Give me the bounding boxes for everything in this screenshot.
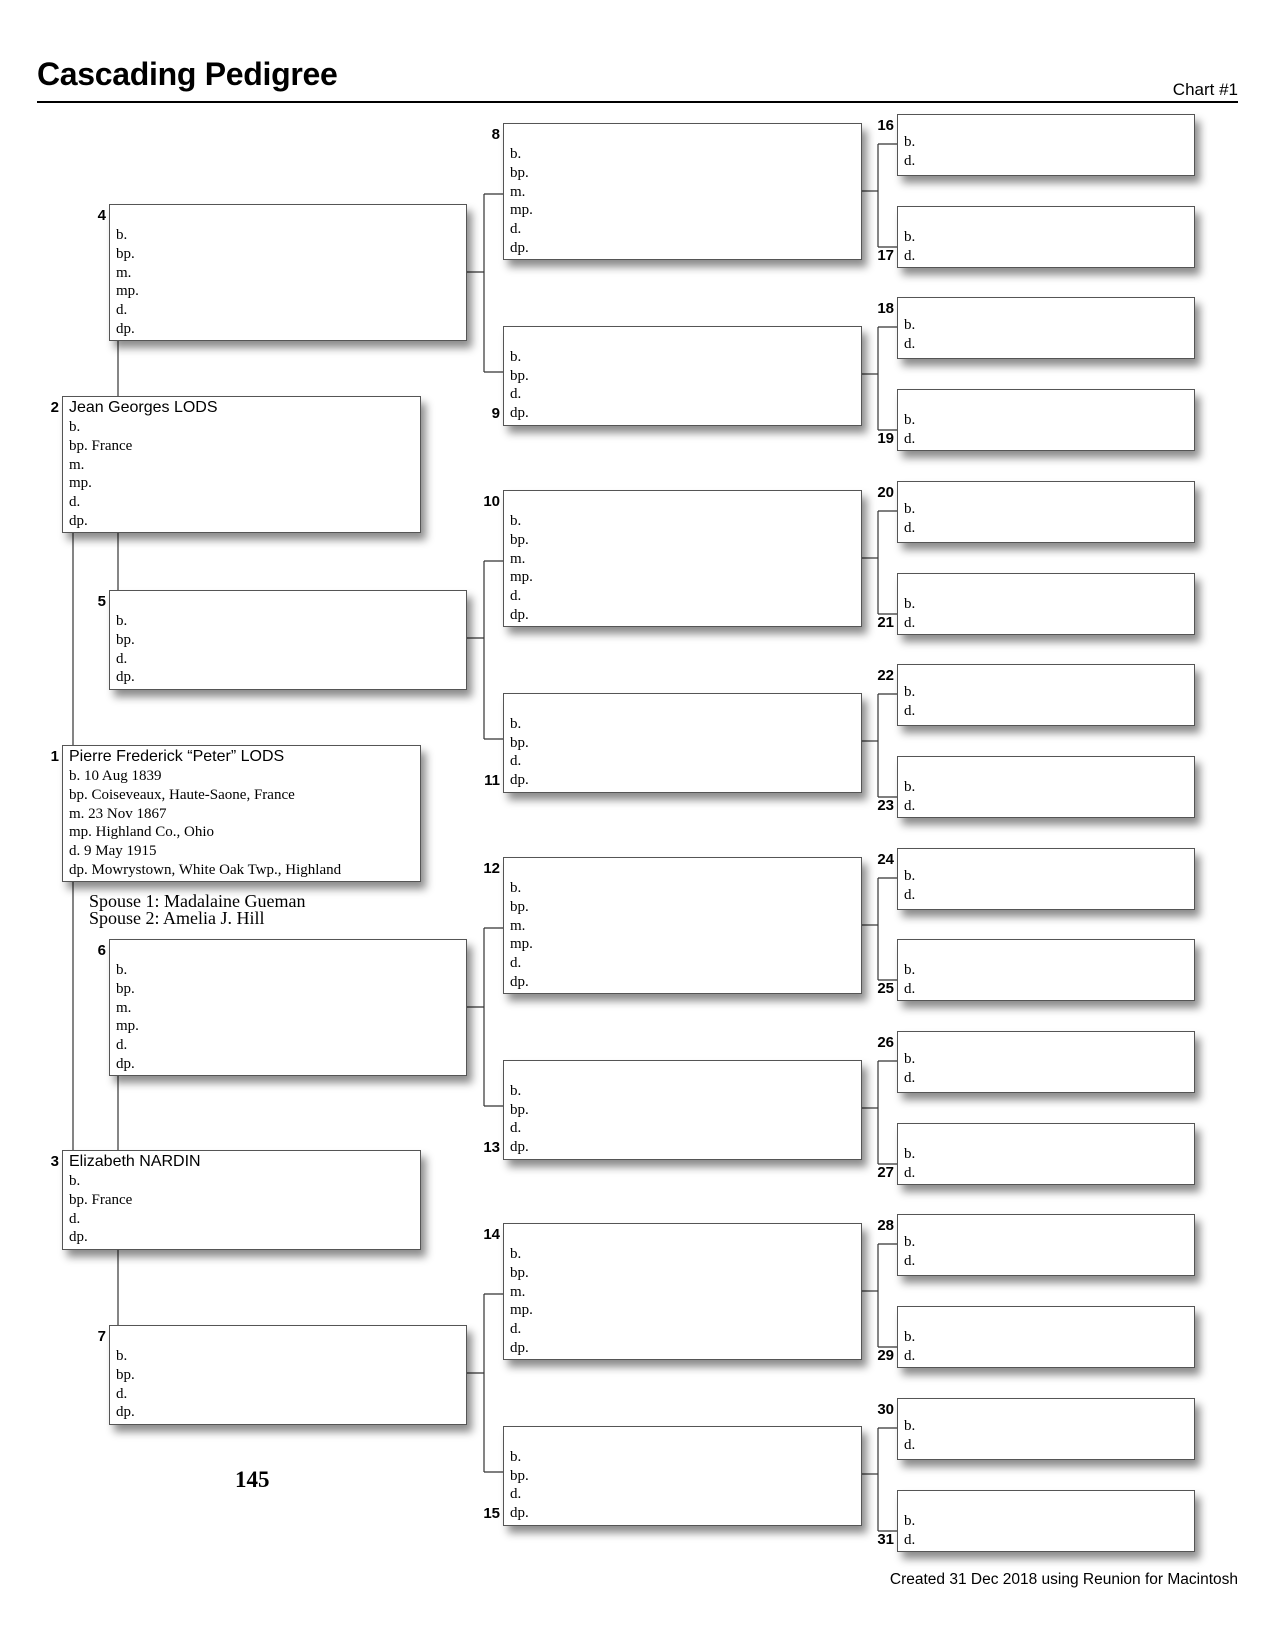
person-name: Elizabeth NARDIN [69, 1153, 201, 1170]
person-box-17[interactable] [897, 206, 1195, 268]
person-box-31[interactable] [897, 1490, 1195, 1552]
person-box-13[interactable] [503, 1060, 862, 1160]
person-fact-line: b. [510, 1246, 522, 1262]
person-fact-line: dp. Mowrystown, White Oak Twp., Highland [69, 861, 342, 878]
person-fact-line: d. [510, 955, 522, 972]
person-number: 23 [877, 797, 894, 814]
person-fact-line: d. [69, 1210, 81, 1227]
person-fact-line: b. [510, 348, 522, 365]
person-fact-line: d. [904, 519, 916, 536]
person-box-23[interactable] [897, 756, 1195, 818]
person-number: 19 [877, 430, 894, 447]
person-number: 14 [483, 1226, 500, 1243]
person-fact-line: d. [904, 152, 916, 169]
person-fact-line: m. [116, 264, 132, 281]
person-fact-line: b. [904, 868, 916, 884]
person-name [116, 1327, 460, 1347]
person-fact-line: dp. [116, 1055, 135, 1072]
person-fact-line: dp. [116, 1404, 135, 1421]
person-fact-line: b. [904, 412, 916, 428]
person-fact-line: bp. [116, 980, 135, 997]
person-fact-line: b. [116, 227, 128, 243]
person-number: 2 [50, 399, 59, 416]
person-fact-line: d. [510, 1321, 522, 1338]
person-fact-line: dp. [116, 320, 135, 337]
person-box-5[interactable] [109, 590, 467, 690]
person-number: 4 [97, 207, 106, 224]
person-box-21[interactable] [897, 573, 1195, 635]
person-number: 21 [877, 614, 894, 631]
person-number: 6 [97, 942, 106, 959]
person-fact-line: m. [116, 999, 132, 1016]
person-fact-line: b. 10 Aug 1839 [69, 768, 162, 784]
person-fact-line: d. [904, 247, 916, 264]
person-fact-line: mp. Highland Co., Ohio [69, 824, 214, 841]
person-number: 18 [877, 300, 894, 317]
person-box-24[interactable] [897, 848, 1195, 910]
person-fact-line: d. [510, 1120, 522, 1137]
person-name [904, 116, 1188, 133]
person-box-27[interactable] [897, 1123, 1195, 1185]
person-number: 9 [491, 405, 500, 422]
person-number: 24 [877, 851, 894, 868]
person-fact-line: bp. [510, 898, 529, 915]
person-fact-line: d. [510, 588, 522, 605]
spouse-1: Spouse 1: Madalaine Gueman [89, 891, 306, 911]
person-box-2[interactable] [62, 396, 421, 533]
person-number: 7 [97, 1328, 106, 1345]
person-box-10[interactable] [503, 490, 862, 627]
person-name [904, 1033, 1188, 1050]
person-fact-line: d. [116, 1385, 128, 1402]
person-fact-line: mp. [510, 202, 533, 219]
person-fact-line: m. 23 Nov 1867 [69, 805, 167, 822]
person-fact-line: d. [904, 1531, 916, 1548]
person-fact-line: d. [510, 221, 522, 238]
person-box-9[interactable] [503, 326, 862, 426]
person-fact-line: dp. [510, 772, 529, 789]
person-box-1[interactable] [62, 745, 421, 882]
person-fact-line: bp. [116, 631, 135, 648]
person-fact-line: d. [904, 335, 916, 352]
person-name [904, 850, 1188, 867]
person-fact-line: b. [116, 613, 128, 629]
person-fact-line: m. [510, 550, 526, 567]
person-number: 30 [877, 1401, 894, 1418]
person-number: 11 [484, 772, 500, 789]
person-fact-line: dp. [116, 669, 135, 686]
person-fact-line: d. [116, 1037, 128, 1054]
person-number: 13 [483, 1139, 500, 1156]
person-fact-line: mp. [510, 1302, 533, 1319]
person-fact-line: d. [510, 753, 522, 770]
person-box-4[interactable] [109, 204, 467, 341]
footer-credit: Created 31 Dec 2018 using Reunion for Macintosh [889, 1571, 1238, 1588]
person-number: 27 [877, 1164, 894, 1181]
person-fact-line: b. [510, 513, 522, 529]
person-fact-line: b. [904, 134, 916, 150]
person-fact-line: b. [69, 1173, 81, 1189]
person-fact-line: bp. [116, 1366, 135, 1383]
person-number: 22 [877, 667, 894, 684]
person-fact-line: b. [904, 596, 916, 612]
person-name [116, 206, 460, 226]
person-fact-line: b. [904, 1513, 916, 1529]
person-fact-line: dp. [510, 606, 529, 623]
person-fact-line: bp. [510, 1264, 529, 1281]
person-fact-line: b. [116, 1348, 128, 1364]
person-number: 16 [877, 117, 894, 134]
person-fact-line: b. [904, 1051, 916, 1067]
person-box-6[interactable] [109, 939, 467, 1076]
person-box-29[interactable] [897, 1306, 1195, 1368]
person-number: 8 [491, 126, 500, 143]
person-fact-line: d. 9 May 1915 [69, 843, 157, 860]
person-number: 17 [877, 247, 894, 264]
person-box-3[interactable] [62, 1150, 421, 1250]
person-name [904, 483, 1188, 500]
person-fact-line: d. [904, 797, 916, 814]
chart-number: Chart #1 [1172, 80, 1238, 99]
person-box-11[interactable] [503, 693, 862, 793]
person-fact-line: mp. [510, 569, 533, 586]
person-fact-line: bp. [510, 734, 529, 751]
person-name [904, 666, 1188, 683]
person-box-28[interactable] [897, 1214, 1195, 1276]
person-fact-line: d. [904, 430, 916, 447]
person-fact-line: b. [904, 501, 916, 517]
person-fact-line: b. [116, 962, 128, 978]
person-fact-line: mp. [510, 936, 533, 953]
person-number: 3 [50, 1153, 59, 1170]
person-fact-line: mp. [116, 1018, 139, 1035]
person-box-25[interactable] [897, 939, 1195, 1001]
person-name [510, 125, 855, 145]
person-fact-line: b. [69, 419, 81, 435]
person-number: 29 [877, 1347, 894, 1364]
person-fact-line: m. [510, 917, 526, 934]
person-number: 12 [483, 860, 500, 877]
person-fact-line: b. [904, 779, 916, 795]
person-fact-line: d. [510, 386, 522, 403]
person-number: 28 [877, 1217, 894, 1234]
person-name: Pierre Frederick “Peter” LODS [69, 748, 285, 765]
person-box-16[interactable] [897, 114, 1195, 176]
person-fact-line: bp. [116, 245, 135, 262]
person-box-7[interactable] [109, 1325, 467, 1425]
person-fact-line: dp. [510, 1505, 529, 1522]
person-fact-line: bp. France [69, 437, 133, 454]
person-fact-line: b. [904, 684, 916, 700]
person-fact-line: bp. [510, 367, 529, 384]
person-fact-line: d. [904, 980, 916, 997]
person-number: 26 [877, 1034, 894, 1051]
person-fact-line: bp. [510, 1101, 529, 1118]
person-fact-line: d. [904, 1347, 916, 1364]
person-fact-line: mp. [69, 475, 92, 492]
person-box-20[interactable] [897, 481, 1195, 543]
person-fact-line: b. [510, 1448, 522, 1465]
person-box-18[interactable] [897, 297, 1195, 359]
person-fact-line: b. [904, 1146, 916, 1162]
person-fact-line: m. [69, 456, 85, 473]
person-fact-line: bp. France [69, 1191, 133, 1208]
spouse-2: Spouse 2: Amelia J. Hill [89, 908, 265, 928]
person-fact-line: m. [510, 183, 526, 200]
person-box-22[interactable] [897, 664, 1195, 726]
person-box-19[interactable] [897, 389, 1195, 451]
person-fact-line: d. [116, 650, 128, 667]
person-fact-line: mp. [116, 283, 139, 300]
person-fact-line: d. [904, 702, 916, 719]
person-box-30[interactable] [897, 1398, 1195, 1460]
person-fact-line: d. [904, 886, 916, 903]
page-number: 145 [235, 1467, 270, 1492]
person-name: Jean Georges LODS [69, 399, 218, 416]
person-fact-line: d. [510, 1486, 522, 1503]
person-name [510, 1225, 855, 1245]
person-fact-line: bp. [510, 531, 529, 548]
person-number: 1 [50, 748, 59, 765]
person-number: 5 [97, 593, 106, 610]
person-fact-line: d. [904, 1069, 916, 1086]
person-box-15[interactable] [503, 1426, 862, 1526]
person-fact-line: dp. [510, 1339, 529, 1356]
person-name [510, 859, 855, 879]
person-fact-line: b. [904, 962, 916, 978]
person-fact-line: bp. Coiseveaux, Haute-Saone, France [69, 786, 295, 803]
person-fact-line: b. [904, 229, 916, 245]
person-number: 15 [483, 1505, 500, 1522]
person-fact-line: d. [116, 302, 128, 319]
person-fact-line: dp. [69, 1229, 88, 1246]
person-fact-line: b. [904, 1234, 916, 1250]
person-fact-line: d. [904, 1436, 916, 1453]
person-fact-line: bp. [510, 1467, 529, 1484]
person-box-8[interactable] [503, 123, 862, 260]
person-name [116, 592, 460, 612]
person-name [904, 1400, 1188, 1417]
person-name [904, 1216, 1188, 1233]
person-box-14[interactable] [503, 1223, 862, 1360]
person-fact-line: dp. [510, 1139, 529, 1156]
person-fact-line: b. [510, 146, 522, 162]
person-number: 25 [877, 980, 894, 997]
person-name [116, 941, 460, 961]
person-box-26[interactable] [897, 1031, 1195, 1093]
person-fact-line: b. [510, 1082, 522, 1099]
person-name [904, 299, 1188, 316]
person-number: 20 [877, 484, 894, 501]
person-number: 10 [483, 493, 500, 510]
person-box-12[interactable] [503, 857, 862, 994]
person-fact-line: b. [510, 880, 522, 896]
person-fact-line: dp. [69, 512, 88, 529]
person-fact-line: b. [510, 715, 522, 732]
person-fact-line: bp. [510, 164, 529, 181]
person-fact-line: b. [904, 317, 916, 333]
person-fact-line: b. [904, 1418, 916, 1434]
person-fact-line: m. [510, 1283, 526, 1300]
page-title: Cascading Pedigree [37, 56, 338, 92]
person-number: 31 [877, 1531, 894, 1548]
person-fact-line: d. [904, 1252, 916, 1269]
person-fact-line: d. [69, 494, 81, 511]
person-fact-line: d. [904, 614, 916, 631]
person-fact-line: dp. [510, 405, 529, 422]
person-name [510, 492, 855, 512]
person-fact-line: dp. [510, 239, 529, 256]
person-fact-line: d. [904, 1164, 916, 1181]
person-fact-line: b. [904, 1329, 916, 1345]
person-fact-line: dp. [510, 973, 529, 990]
